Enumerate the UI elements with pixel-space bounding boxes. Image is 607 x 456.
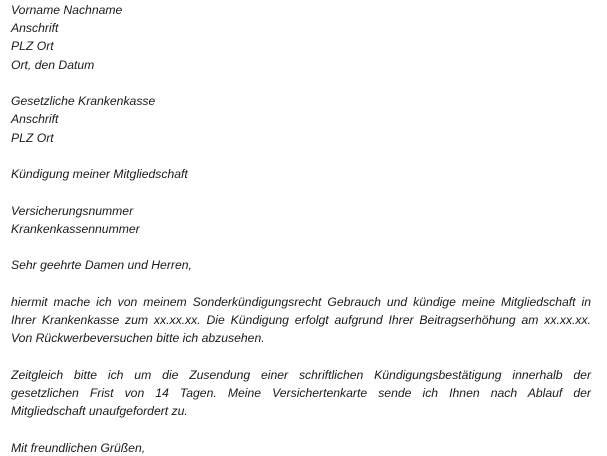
recipient-address: Anschrift [11,112,59,127]
paragraph-1 [11,293,591,348]
sender-block [11,1,591,74]
salutation: Sehr geehrte Damen und Herren, [11,258,192,273]
paragraph-1-line-1: hiermit mache ich von meinem Sonderkündigungsrecht Gebrauch und kündige meine Mitgliedschaft in [11,294,591,309]
subject-line: Kündigung meiner Mitgliedschaft [11,167,188,182]
paragraph-2 [11,366,591,421]
insurance-number: Versicherungsnummer [11,203,134,218]
closing: Mit freundlichen Grüßen, [11,440,146,455]
recipient-name: Gesetzliche Krankenkasse [11,94,156,109]
spacer [11,347,591,365]
sender-place-date: Ort, den Datum [11,57,95,72]
spacer [11,420,591,438]
letter-body [11,1,591,456]
paragraph-1-line-2: Ihrer Krankenkasse zum xx.xx.xx. Die Kündigung erfolgt aufgrund Ihrer Beitragserhöhung am xx.xx.xx. [11,312,591,327]
sender-name: Vorname Nachname [11,3,123,17]
paragraph-2-line-1: Zeitgleich bitte ich um die Zusendung einer schriftlichen Kündigungsbestätigung innerhalb der [11,367,591,382]
paragraph-1-line-3: Von Rückwerbeversuchen bitte ich abzusehen. [11,331,265,346]
spacer [11,74,591,92]
spacer [11,274,591,292]
spacer [11,183,591,201]
reference-block [11,202,591,238]
paragraph-2-line-3: Mitgliedschaft unaufgefordert zu. [11,404,188,419]
spacer [11,147,591,165]
fund-number: Krankenkassennummer [11,221,140,236]
recipient-zip-city: PLZ Ort [11,130,54,145]
sender-zip-city: PLZ Ort [11,39,54,54]
spacer [11,238,591,256]
recipient-block [11,92,591,147]
sender-address: Anschrift [11,21,59,36]
paragraph-2-line-2: gesetzlichen Frist von 14 Tagen. Meine Versichertenkarte sende ich Ihnen nach Ablauf der [11,385,591,400]
